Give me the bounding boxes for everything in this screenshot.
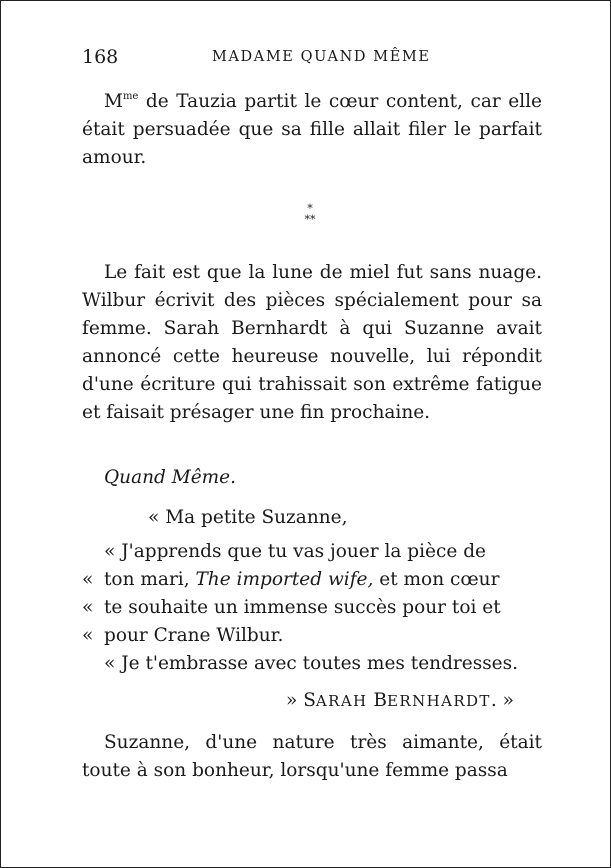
page-number: 168	[82, 46, 119, 68]
letter-heading	[104, 464, 564, 492]
paragraph-1	[82, 88, 542, 172]
letter-line-2-after: et mon cœur	[373, 569, 500, 590]
running-title: MADAME QUAND MÊME	[212, 49, 431, 65]
letter-line-2	[82, 566, 542, 594]
letter-line-2-quote: «	[82, 569, 94, 590]
letter-line-3	[82, 594, 542, 622]
letter-line-4-text: pour Crane Wilbur.	[104, 625, 284, 646]
letter-line-4-quote: «	[82, 625, 94, 646]
letter-line-3-quote: «	[82, 597, 94, 618]
asterism-separator	[299, 203, 321, 227]
letter-line-4	[82, 622, 542, 650]
play-title: The imported wife,	[195, 569, 374, 590]
letter-line-1: « J'apprends que tu vas jouer la pièce de	[104, 541, 486, 562]
signature-last-rest: ERNHARDT	[387, 692, 491, 710]
mme-superscript: me	[122, 91, 139, 102]
signature-last-cap: B	[373, 690, 388, 711]
letter-signature	[286, 687, 611, 715]
paragraph-2: Le fait est que la lune de miel fut sans nuage. Wilbur écrivit des pièces spécialement pour sa femme. Sarah Bernhardt à qui Suzanne avait annoncé cette heureuse nouvelle, lui répondit d'une écriture qui trahissait son extrême fatigue et faisait présager une fin prochaine.	[82, 262, 542, 423]
signature-close: . »	[490, 690, 514, 711]
letter-line-3-text: te souhaite un immense succès pour toi et	[104, 597, 501, 618]
signature-first-rest: ARAH	[315, 692, 368, 710]
asterism-top-star: *	[307, 202, 313, 215]
mme-prefix: M	[104, 91, 123, 112]
paragraph-1-text: de Tauzia partit le cœur content, car elle était persuadée que sa fille allait filer le parfait amour.	[82, 91, 542, 168]
letter-salutation: « Ma petite Suzanne,	[148, 507, 348, 528]
signature-open: »	[286, 690, 304, 711]
signature-first-cap: S	[303, 690, 316, 711]
letter-line-5: « Je t'embrasse avec toutes mes tendresses.	[104, 653, 519, 674]
running-head	[82, 46, 542, 72]
paragraph-3: Suzanne, d'une nature très aimante, était toute à son bonheur, lorsqu'une femme passa	[82, 732, 542, 781]
letter-line-2-before: ton mari,	[104, 569, 196, 590]
asterism-bottom-stars: **	[304, 213, 316, 226]
letter-heading-text: Quand Même.	[104, 467, 237, 488]
